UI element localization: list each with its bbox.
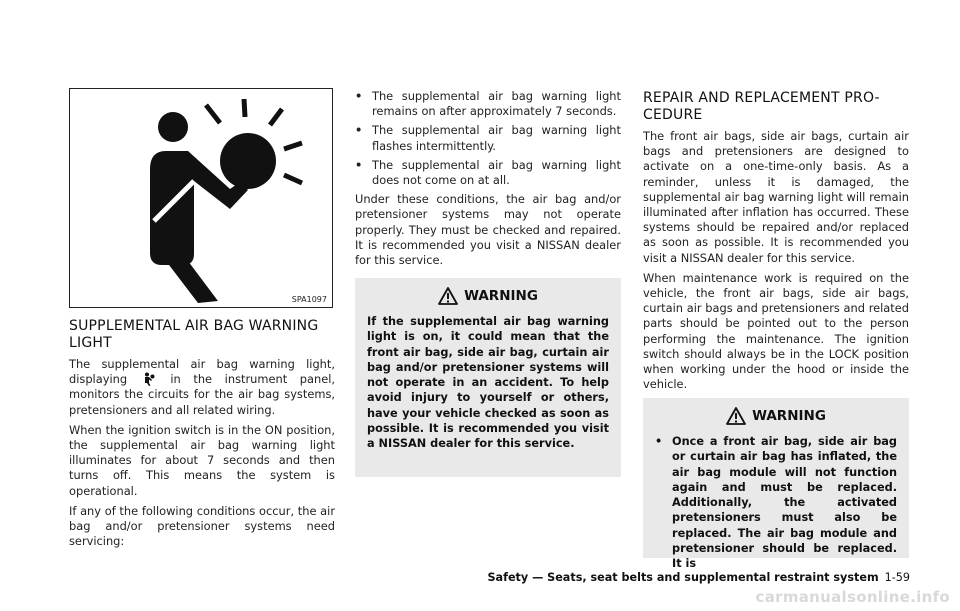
paragraph: When maintenance work is required on the vehicle, the front air bags, side air bags, curtain air bags and pretensioners and related parts should be pointed out to the person performing the maintenance. The ignition switch should always be in the LOCK position when working under the hood or inside the vehicle. bbox=[643, 270, 909, 392]
warning-triangle-icon bbox=[726, 407, 746, 425]
section-repair-replacement bbox=[643, 90, 909, 392]
list-item: • The supplemental air bag warning light remains on after approximately 7 seconds. bbox=[355, 89, 621, 119]
airbag-warning-light-figure bbox=[69, 88, 333, 308]
warning-box bbox=[355, 278, 621, 477]
page-footer bbox=[487, 571, 910, 584]
paragraph: The supplemental air bag warning light, displaying in the instrument panel, monitors the circuits for the air bag systems, pretensioners and all related wiring. bbox=[69, 357, 336, 417]
paragraph: Under these conditions, the air bag and/or pretensioner systems may not operate properly. They must be checked and repaired. It is recommended you visit a NISSAN dealer for this service. bbox=[355, 192, 621, 268]
condition-list bbox=[355, 89, 621, 188]
airbag-person-icon bbox=[70, 89, 332, 307]
list-item: • The supplemental air bag warning light does not come on at all. bbox=[355, 157, 621, 188]
warning-text: If the supplemental air bag warning light is on, it could mean that the front air bag, side air bag, curtain air bag and/or pretensioner systems will not operate in an accident. To help avoid injury to yourself or others, have your vehicle checked as soon as possible. It is recommended you visit a NISSAN dealer for this service. bbox=[367, 315, 609, 451]
paragraph: If any of the following conditions occur, the air bag and/or pretensioner systems need servicing: bbox=[69, 503, 335, 549]
page-number: 1-59 bbox=[884, 571, 910, 584]
section-title: REPAIR AND REPLACEMENT PRO- CEDURE bbox=[643, 90, 880, 123]
warning-list bbox=[655, 434, 897, 572]
watermark: carmanualsonline.info bbox=[755, 588, 950, 606]
section-title: SUPPLEMENTAL AIR BAG WARNING LIGHT bbox=[69, 318, 319, 351]
warning-title: WARNING bbox=[464, 288, 538, 304]
warning-title: WARNING bbox=[752, 408, 826, 424]
list-item: • Once a front air bag, side air bag or curtain air bag has inflated, the air bag module will not function again and must be replaced. Additionally, the activated pretensioners must also be replaced. The air bag module and pretensioner should be replaced. It is bbox=[655, 435, 897, 571]
footer-section-title: Safety — Seats, seat belts and supplemental restraint system bbox=[487, 571, 879, 584]
paragraph: The front air bags, side air bags, curtain air bags and pretensioners are designed to activate on a one-time-only basis. As a reminder, unless it is damaged, the supplemental air bag warning light will remain illuminated after inflation has occurred. These systems should be repaired and/or replaced as soon as possible. It is recommended you visit a NISSAN dealer for this service. bbox=[643, 129, 909, 265]
warning-triangle-icon bbox=[438, 287, 458, 305]
figure-code: SPA1097 bbox=[291, 295, 327, 304]
list-item: • The supplemental air bag warning light flashes intermittently. bbox=[355, 123, 621, 153]
airbag-indicator-icon bbox=[142, 372, 156, 386]
warning-box bbox=[643, 398, 909, 571]
section-airbag-warning-light bbox=[69, 318, 335, 549]
warning-header bbox=[655, 398, 897, 434]
paragraph: When the ignition switch is in the ON position, the supplemental air bag warning light illuminates for about 7 seconds and then turns off. This means the system is operational. bbox=[69, 422, 335, 498]
warning-header bbox=[367, 278, 609, 314]
